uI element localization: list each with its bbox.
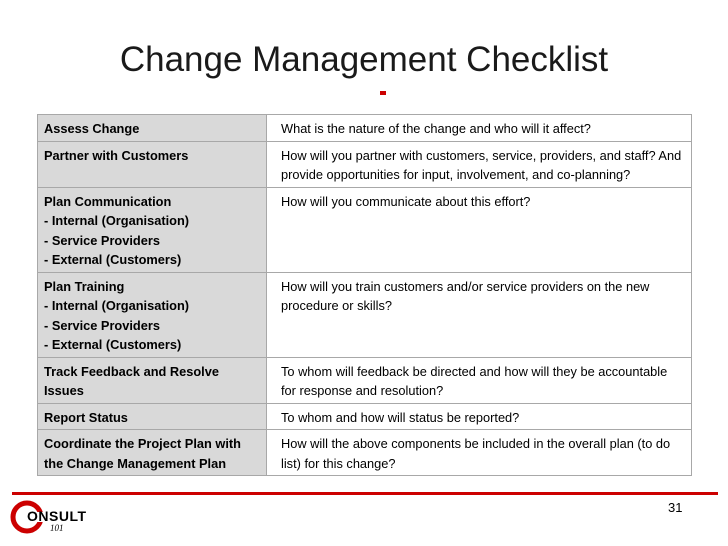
row-label-sub: - Service Providers: [44, 232, 160, 248]
logo-text: ONSULT: [27, 508, 87, 524]
row-label: Coordinate the Project Plan with the Change Management Plan: [44, 436, 241, 471]
row-question: To whom and how will status be reported?: [267, 403, 692, 430]
table-row: [38, 403, 692, 430]
row-label: Track Feedback and Resolve Issues: [44, 363, 219, 398]
title-accent-mark: [380, 91, 386, 95]
row-label-cell: [38, 141, 267, 187]
row-question: How will you communicate about this effort?: [267, 187, 692, 272]
row-label: Plan Training: [44, 278, 125, 294]
checklist-table: [37, 114, 692, 476]
row-question: What is the nature of the change and who will it affect?: [267, 115, 692, 142]
row-label-cell: [38, 430, 267, 476]
row-label: Assess Change: [44, 121, 140, 136]
row-label-cell: [38, 403, 267, 430]
row-label: Report Status: [44, 409, 128, 425]
table-row: [38, 187, 692, 272]
table-row: [38, 141, 692, 187]
row-question: How will the above components be included in the overall plan (to do list) for this change?: [267, 430, 692, 476]
row-question: How will you train customers and/or service providers on the new procedure or skills?: [267, 272, 692, 357]
table-row: [38, 115, 692, 142]
footer-rule: [12, 492, 718, 495]
row-label-cell: [38, 115, 267, 142]
row-label-cell: [38, 187, 267, 272]
table-row: [38, 430, 692, 476]
table-row: [38, 357, 692, 403]
slide-title: Change Management Checklist: [119, 40, 609, 79]
page-number: 31: [668, 500, 683, 515]
row-label-cell: [38, 357, 267, 403]
row-label-sub: - Internal (Organisation): [44, 298, 190, 313]
row-label-sub: - External (Customers): [44, 252, 182, 267]
row-label-sub: - Service Providers: [44, 317, 160, 333]
row-label: Plan Communication: [44, 193, 172, 209]
table-row: [38, 272, 692, 357]
row-question: To whom will feedback be directed and how will they be accountable for response and resolution?: [267, 357, 692, 403]
row-question: How will you partner with customers, service, providers, and staff? And provide opportunities for input, involvement, and co-planning?: [267, 141, 692, 187]
logo-subtext: 101: [50, 523, 64, 533]
row-label: Partner with Customers: [44, 147, 189, 163]
row-label-sub: - External (Customers): [44, 337, 182, 352]
row-label-cell: [38, 272, 267, 357]
row-label-sub: - Internal (Organisation): [44, 213, 190, 228]
